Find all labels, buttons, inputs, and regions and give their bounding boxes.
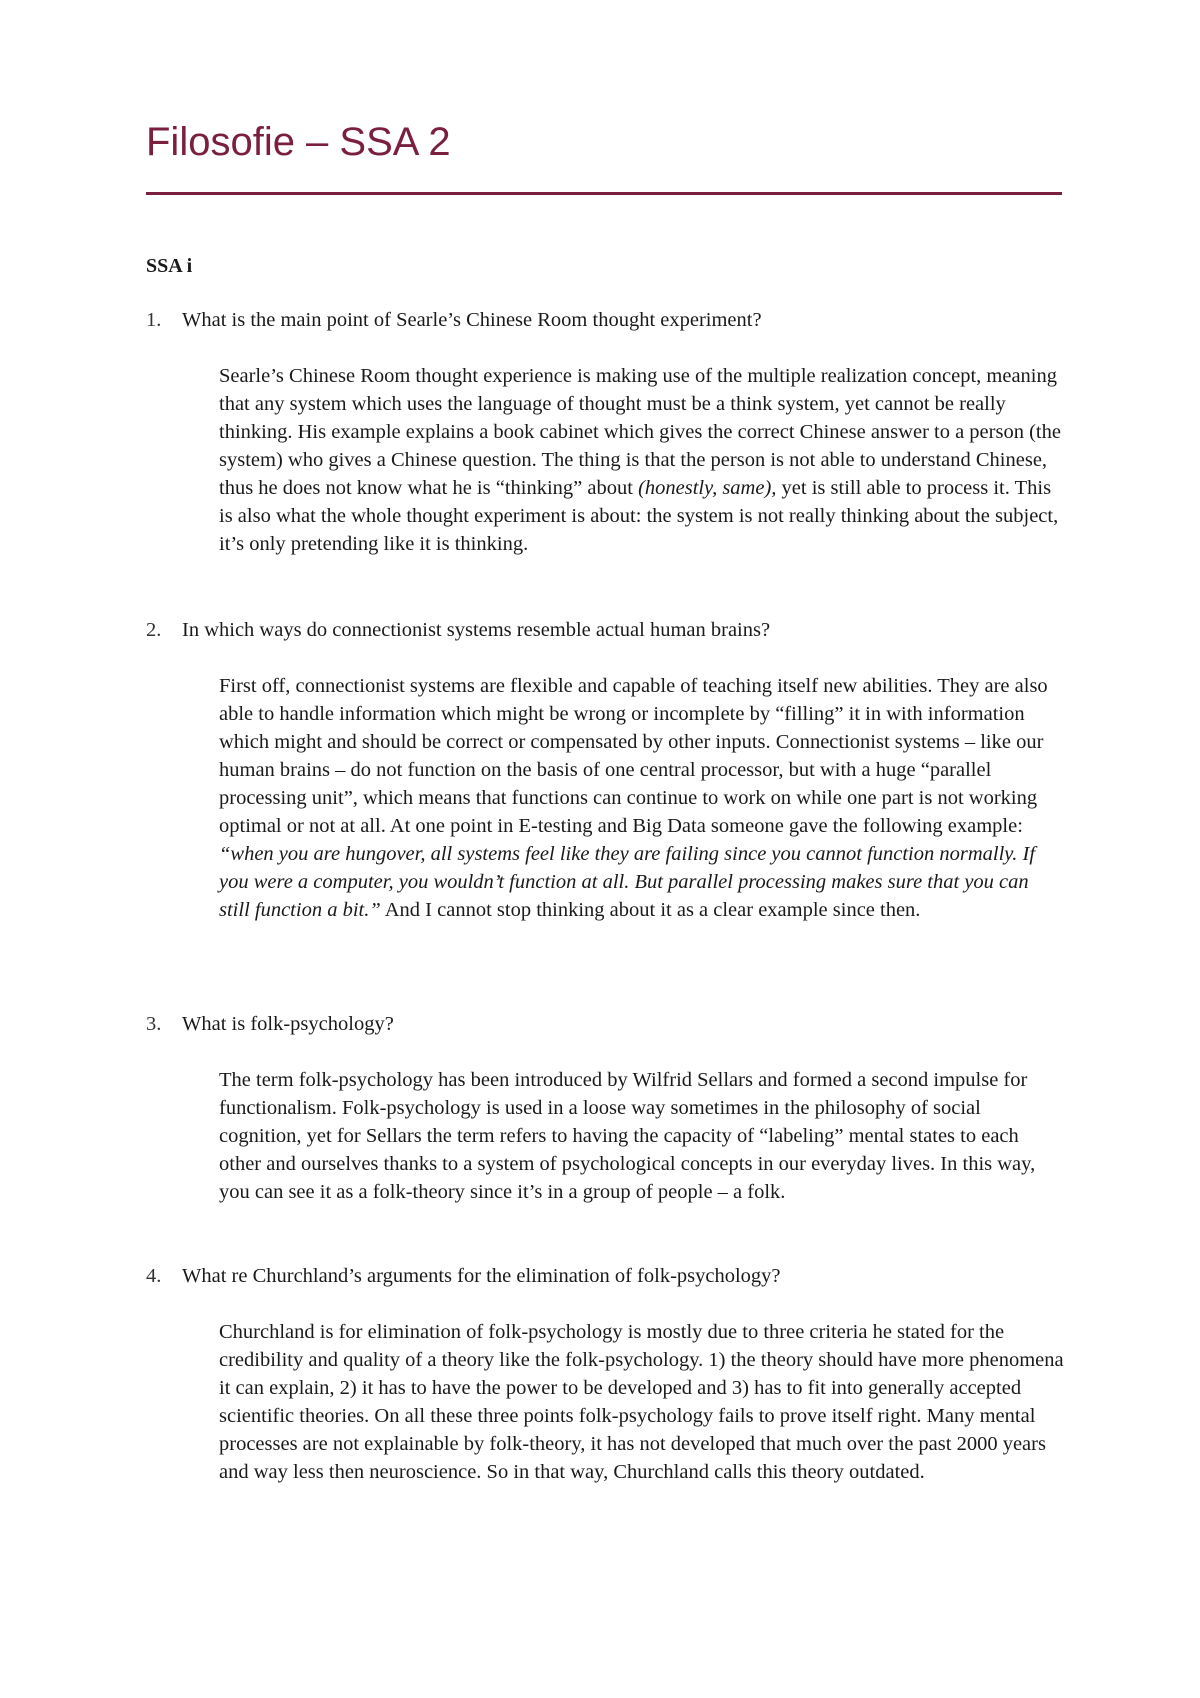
document-title: Filosofie – SSA 2 — [146, 120, 451, 164]
section-heading: SSA i — [146, 255, 193, 277]
question-text: What is the main point of Searle’s Chinese Room thought experiment? — [182, 309, 762, 331]
answer-2 — [219, 672, 1064, 924]
answer-4: Churchland is for elimination of folk-psychology is mostly due to three criteria he stated for the credibility and quality of a theory like the folk-psychology. 1) the theory should have more phenomena it can explain, 2) it has to have the power to be developed and 3) has to fit into generally accepted scientific theories. On all these three points folk-psychology fails to prove itself right. Many mental processes are not explainable by folk-theory, it has not developed that much over the past 2000 years and way less then neuroscience. So in that way, Churchland calls this theory outdated. — [219, 1321, 1064, 1483]
question-4 — [146, 1262, 1066, 1290]
answer-quote: “when you are hungover, all systems feel like they are failing since you cannot function normally. If you were a computer, you wouldn’t function at all. But parallel processing makes sure that you can still function a bit.” — [219, 843, 1036, 921]
question-number: 4. — [146, 1265, 162, 1287]
question-number: 1. — [146, 309, 162, 331]
question-3 — [146, 1010, 1066, 1038]
answer-3: The term folk-psychology has been introduced by Wilfrid Sellars and formed a second impulse for functionalism. Folk-psychology is used in a loose way sometimes in the philosophy of social cognition, yet for Sellars the term refers to having the capacity of “labeling” mental states to each other and ourselves thanks to a system of psychological concepts in our everyday lives. In this way, you can see it as a folk-theory since it’s in a group of people – a folk. — [219, 1069, 1036, 1203]
answer-text: First off, connectionist systems are flexible and capable of teaching itself new abilities. They are also able to handle information which might be wrong or incomplete by “filling” it in with information which might and should be correct or compensated by other inputs. Connectionist systems – like our human brains – do not function on the basis of one central processor, but with a huge “parallel processing unit”, which means that functions can continue to work on while one part is not working optimal or not at all. At one point in E-testing and Big Data someone gave the following example: — [219, 675, 1048, 837]
answer-1 — [219, 362, 1064, 558]
question-number: 2. — [146, 619, 162, 641]
answer-text: And I cannot stop thinking about it as a clear example since then. — [380, 899, 921, 921]
question-text: In which ways do connectionist systems resemble actual human brains? — [182, 619, 771, 641]
qa-item-1 — [146, 306, 1066, 558]
question-text: What re Churchland’s arguments for the elimination of folk-psychology? — [182, 1265, 781, 1287]
qa-item-3 — [146, 1010, 1066, 1206]
title-divider — [146, 192, 1062, 195]
qa-item-4 — [146, 1262, 1066, 1486]
question-number: 3. — [146, 1013, 162, 1035]
question-1 — [146, 306, 1066, 334]
answer-text: yet is still able to process it. This is also what the whole thought experiment is about: the system is not really thinking about the subject, it’s only pretending like it is thinking. — [219, 477, 1059, 555]
answer-text: Searle’s Chinese Room thought experience is making use of the multiple realization concept, meaning that any system which uses the language of thought must be a think system, yet cannot be really thinking. His example explains a book cabinet which gives the correct Chinese answer to a person (the system) who gives a Chinese question. The thing is that the person is not able to understand Chinese, thus he does not know what he is “thinking” about — [219, 365, 1061, 499]
qa-item-2 — [146, 616, 1066, 924]
answer-emphasis: (honestly, same), — [638, 477, 777, 499]
question-2 — [146, 616, 1066, 644]
question-text: What is folk-psychology? — [182, 1013, 394, 1035]
